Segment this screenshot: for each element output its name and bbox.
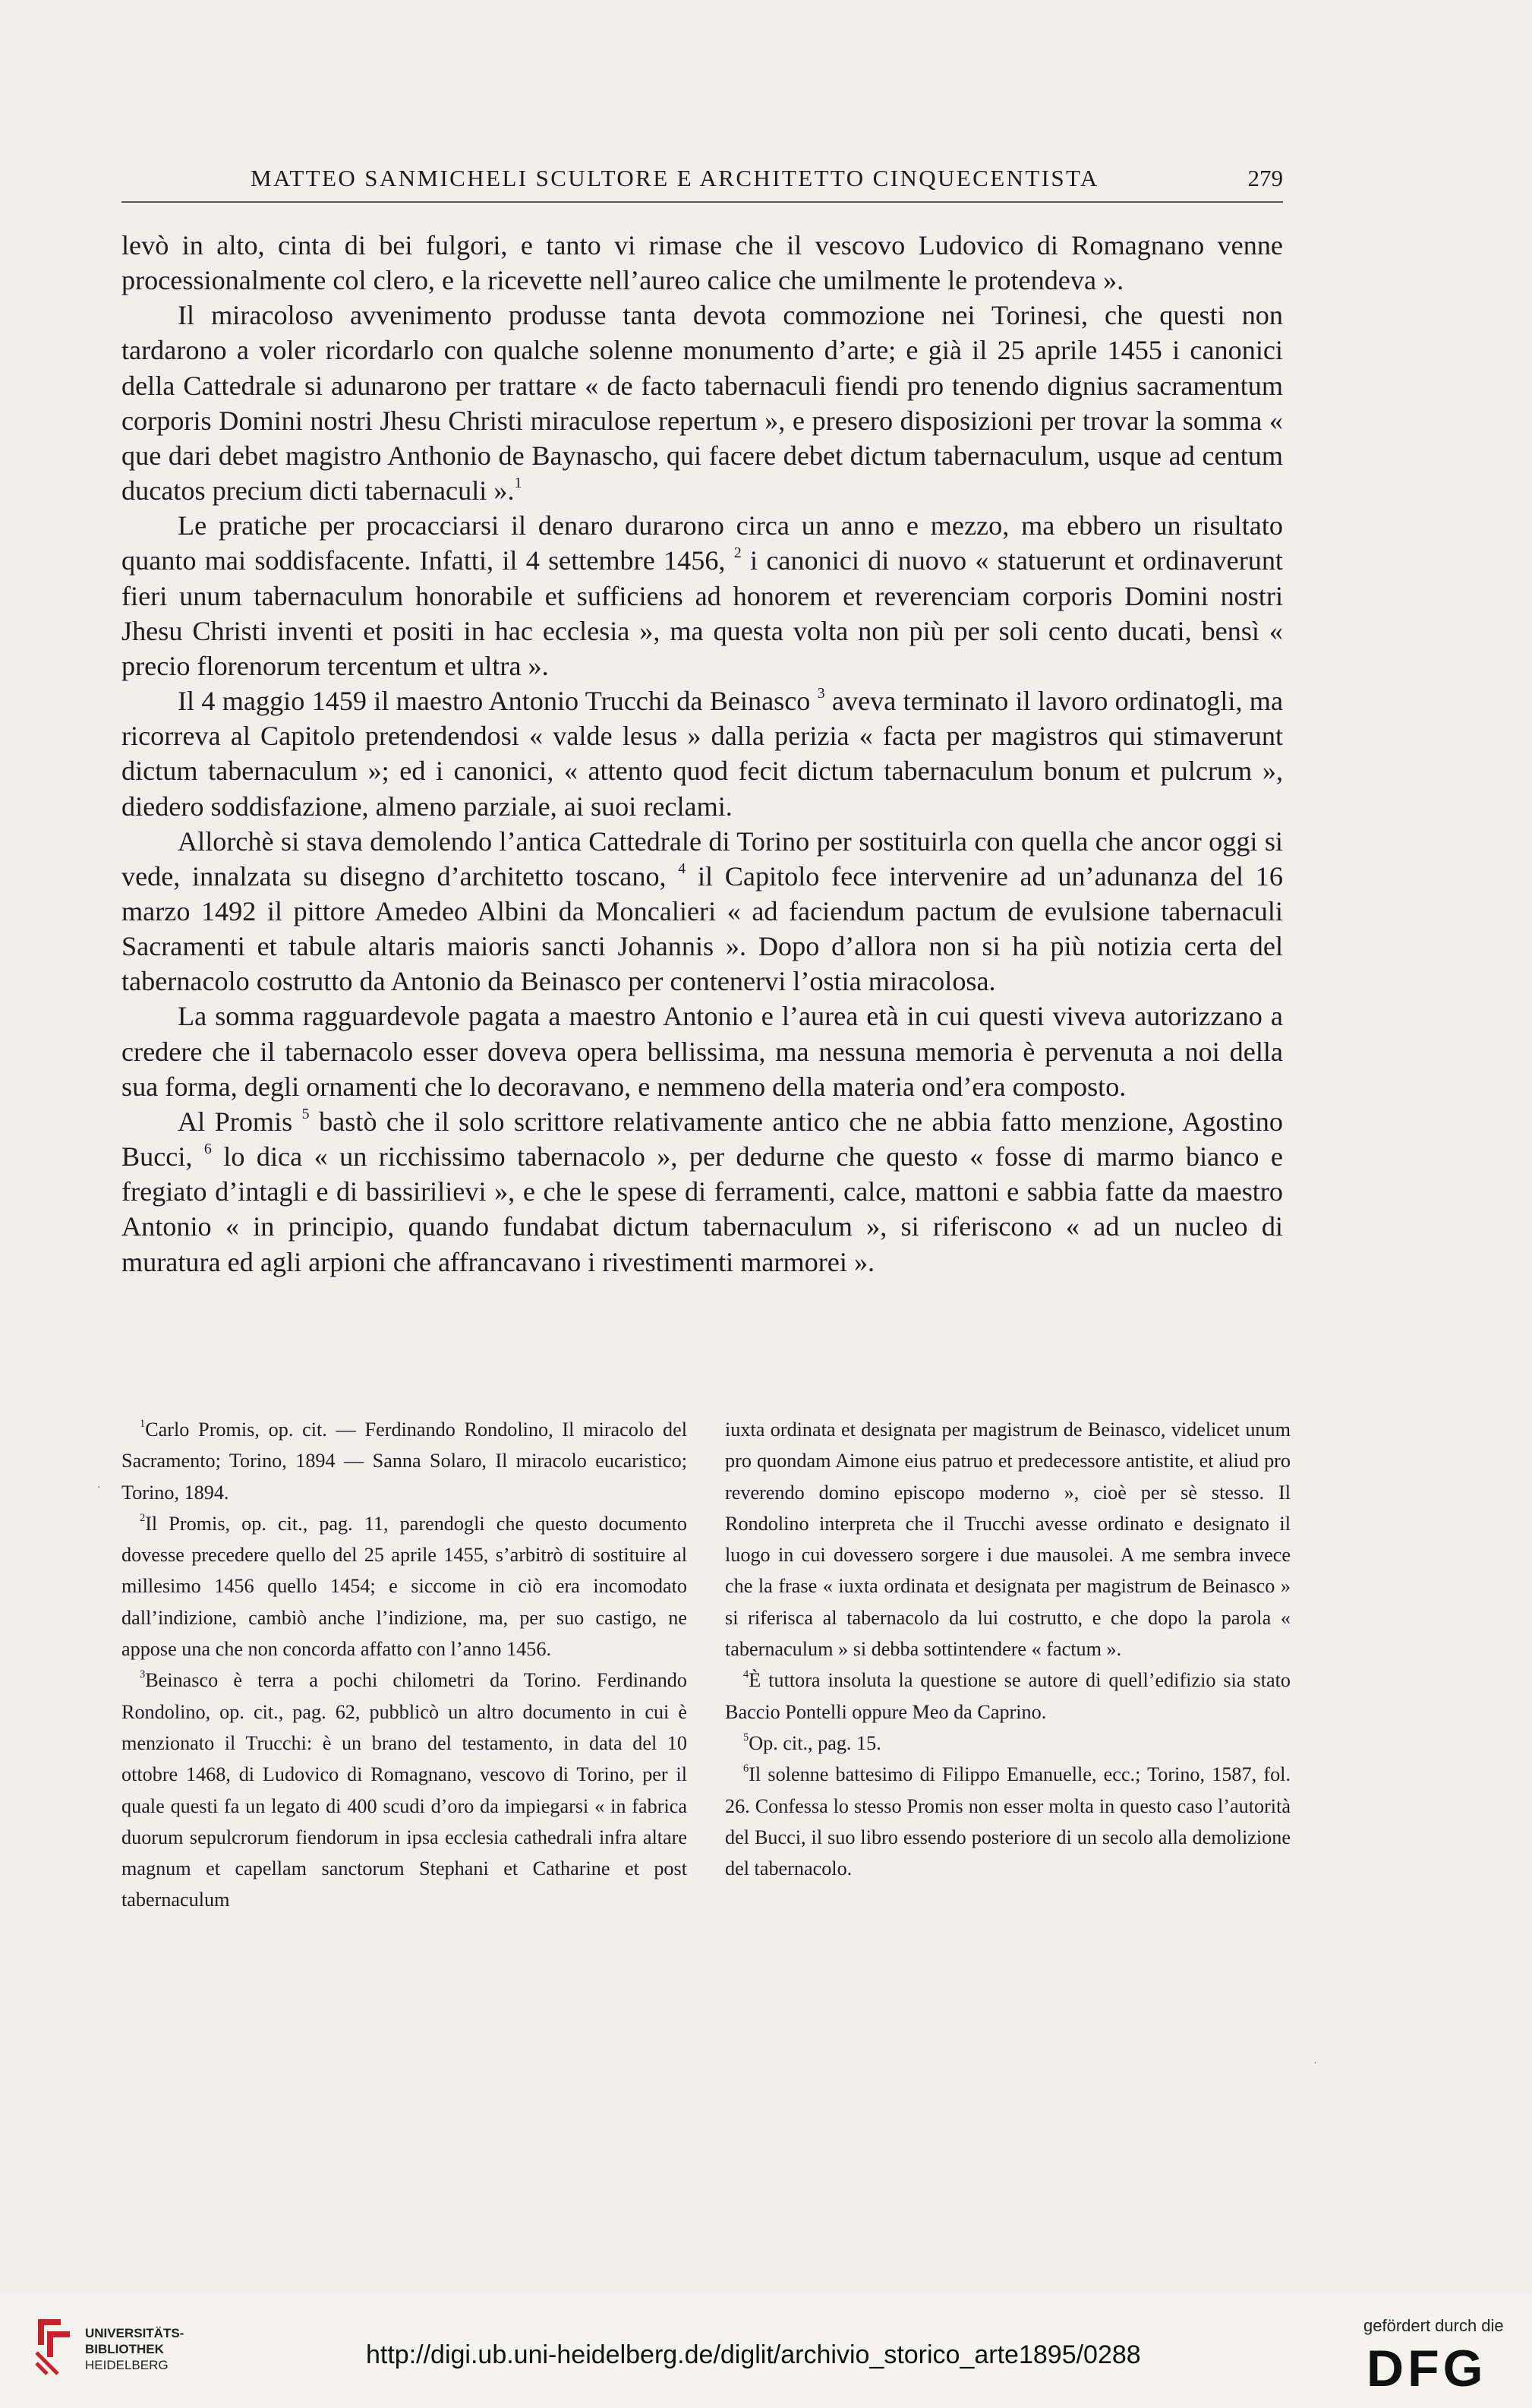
paragraph: Allorchè si stava demolendo l’antica Cattedrale di Torino per sostituirla con quella che ancor oggi si vede, innalzata su disegno d’architetto toscano, $^4$ il Capitolo fece intervenire ad un’adunanza del 16 marzo 1492 il pittore Amedeo Albini da Moncalieri « ad faciendum pactum de evulsione tabernaculi Sacramenti et tabule altaris maioris sancti Johannis ». Dopo d’allora non si ha più notizia certa del tabernacolo costrutto da Antonio da Beinasco per contenervi l’ostia miracolosa. — [121, 825, 1283, 997]
footnote-continuation: iuxta ordinata et designata per magistrum de Beinasco, videlicet unum pro quondam Aimone eius patruo et predecessore antistite, et aliud pro reverendo domino episcopo moderno », cioè per sè stesso. Il Rondolino interpreta che il Trucchi avesse ordinato e designato il luogo in cui dovessero sorgere i due mausolei. A me sembra invece che la frase « iuxta ordinata et designata per magistrum de Beinasco » si riferisca al tabernacolo da lui costrutto, e che dopo la parola « tabernaculum » si debba sottintendere « factum ». — [725, 1419, 1291, 1661]
paragraph: Al Promis $^5$ bastò che il solo scrittore relativamente antico che ne abbia fatto menzione, Agostino Bucci, $^6$ lo dica « un ricchissimo tabernacolo », per dedurne che questo « fosse di marmo bianco e fregiato d’intagli e di bassirilievi », e che le spese di ferramenti, calce, mattoni e sabbia fatte da maestro Antonio « in principio, quando fundabat dictum tabernaculum », si riferiscono « ad un nucleo di muratura ed agli arpioni che affrancavano i rivestimenti marmorei ». — [121, 1105, 1283, 1277]
library-name: UNIVERSITÄTS- BIBLIOTHEK HEIDELBERG — [85, 2326, 184, 2372]
footnote: $^1$Carlo Promis, op. cit. — Ferdinando Rondolino, Il miracolo del Sacramento; Torino, 1894 — Sanna Solaro, Il miracolo eucaristico; Torino, 1894. — [121, 1418, 687, 1504]
footnote-ref[interactable]: 4 — [678, 860, 686, 877]
footnote: $^3$Beinasco è terra a pochi chilometri da Torino. Ferdinando Rondolino, op. cit., pag. 62, pubblicò un altro documento in cui è menzionato il Trucchi: è un brano del testamento, in data del 10 ottobre 1468, di Ludovico di Romagnano, vescovo di Torino, per il quale questi fa un legato di 400 scudi d’oro da impiegarsi « in fabrica duorum sepulcrorum fiendorum in ipsa ecclesia cathedrali infra altare magnum et capellam sanctorum Stephani et Catharine et post tabernaculum — [121, 1668, 687, 1911]
paragraph: Il miracoloso avvenimento produsse tanta devota commozione nei Torinesi, che questi non tardarono a voler ricordarlo con qualche solenne monumento d’arte; e già il 25 aprile 1455 i canonici della Cattedrale si adunarono per trattare « de facto tabernaculi fiendi pro tenendo dignius sacramentum corporis Domini nostri Jhesu Christi miraculose repertum », e presero disposizioni per trovar la somma « que dari debet magistro Anthonio de Baynascho, qui facere debet dictum tabernaculum, usque ad centum ducatos precium dicti tabernaculi ».$^1$ — [121, 300, 1283, 507]
paragraph: La somma ragguardevole pagata a maestro Antonio e l’aurea età in cui questi viveva autorizzano a credere che il tabernacolo esser doveva opera bellissima, ma nessuna memoria è pervenuta a noi della sua forma, degli ornamenti che lo decoravano, e nemmeno della materia ond’era composto. — [121, 1001, 1283, 1102]
funder-text: gefördert durch die — [1363, 2316, 1504, 2335]
source-url-link[interactable]: http://digi.ub.uni-heidelberg.de/diglit/archivio_storico_arte1895/0288 — [366, 2340, 1141, 2369]
footnote-ref[interactable]: 6 — [203, 1141, 212, 1158]
main-text — [121, 228, 1283, 1280]
paragraph: Il 4 maggio 1459 il maestro Antonio Trucchi da Beinasco $^3$ aveva terminato il lavoro ordinatogli, ma ricorreva al Capitolo pretendendosi « valde lesus » dalla perizia « facta per magistros qui stimaverunt dictum tabernaculum »; ed i canonici, « attento quod fecit dictum tabernaculum bonum et pulcrum », diedero soddisfazione, almeno parziale, ai suoi reclami. — [121, 684, 1284, 822]
footnote-ref[interactable]: 2 — [733, 544, 742, 562]
running-title: MATTEO SANMICHELI SCULTORE E ARCHITETTO CINQUECENTISTA — [251, 165, 1099, 191]
scan-speck: · — [1313, 2058, 1317, 2069]
footnote: $^6$Il solenne battesimo di Filippo Emanuelle, ecc.; Torino, 1587, fol. 26. Confessa lo stesso Promis non esser molta in questo caso l’autorità del Bucci, il suo libro essendo posteriore di un secolo alla demolizione del tabernacolo. — [725, 1763, 1291, 1880]
footnote: $^5$Op. cit., pag. 15. — [743, 1731, 881, 1754]
library-logo-icon — [30, 2310, 76, 2378]
paragraph: Le pratiche per procacciarsi il denaro durarono circa un anno e mezzo, ma ebbero un risultato quanto mai soddisfacente. Infatti, il 4 settembre 1456, $^2$ i canonici di nuovo « statuerunt et ordinaverunt fieri unum tabernaculum honorabile et sufficiens ad honorem et reverenciam corporis Domini nostri Jhesu Christi inventi et positi in hac ecclesia », ma questa volta non più per soli cento ducati, bensì « precio florenorum tercentum et ultra ». — [121, 510, 1283, 681]
footnote-ref[interactable]: 3 — [817, 684, 825, 702]
paragraph: levò in alto, cinta di bei fulgori, e tanto vi rimase che il vescovo Ludovico di Romagnano venne processionalmente col clero, e la ricevette nell’aureo calice che umilmente le protendeva ». — [121, 230, 1283, 296]
footnote: $^4$È tuttora insoluta la questione se autore di quell’edifizio sia stato Baccio Pontelli oppure Meo da Caprino. — [725, 1668, 1291, 1723]
footnote-ref[interactable]: 1 — [514, 475, 522, 492]
footnotes-left-column — [121, 1414, 687, 1916]
digitization-footer — [0, 2293, 1532, 2408]
footnote-ref[interactable]: 5 — [301, 1105, 310, 1122]
footnotes-right-column — [725, 1414, 1291, 1884]
footnote: $^2$Il Promis, op. cit., pag. 11, parendogli che questo documento dovesse precedere quello del 25 aprile 1455, s’arbitrò di sostituire al millesimo 1456 quello 1454; e siccome in ciò era incomodato dall’indizione, cambiò anche l’indizione, ma, per suo castigo, ne appose una che non concorda affatto con l’anno 1456. — [121, 1512, 687, 1661]
page-number: 279 — [1247, 165, 1283, 191]
dfg-logo: DFG — [1367, 2340, 1487, 2397]
scan-speck: · — [97, 1482, 101, 1494]
running-head — [121, 163, 1283, 203]
